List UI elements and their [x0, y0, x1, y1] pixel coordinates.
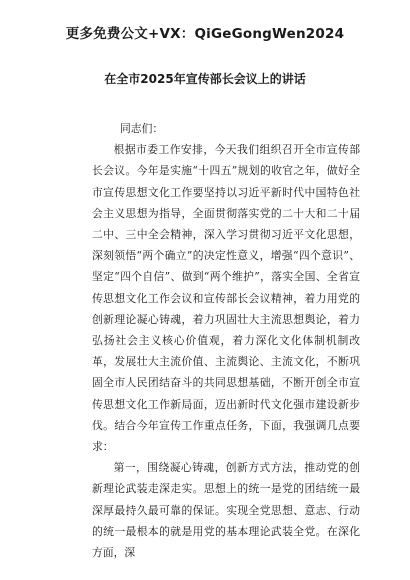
- paragraph-first-point: 第一，围绕凝心铸魂，创新方式方法，推动党的创新理论武装走深走实。思想上的统一是党的团结统一最深厚最持久最可靠的保证。实现全党思想、意志、行动的统一最根本的就是用党的基本理论武装全党。在深化方面，深: [92, 461, 360, 560]
- salutation: 同志们：: [120, 122, 164, 135]
- document-title: 在全市2025年宣传部长会议上的讲话: [104, 72, 306, 86]
- paragraph-intro: 根据市委工作安排，今天我们组织召开全市宣传部长会议。今年是实施“十四五”规划的收官之年，做好全市宣传思想文化工作要坚持以习近平新时代中国特色社会主义思想为指导，全面贯彻落实党的二十大和二十届二中、三中全会精神，深入学习贯彻习近平文化思想，深刻领悟“两个确立”的决定性意义，增强“四个意识”、坚定“四个自信”、做到“两个维护”，落实全国、全省宣传思想文化工作会议和宣传部长会议精神，着力用党的创新理论凝心铸魂，着力巩固壮大主流思想舆论，着力弘扬社会主义核心价值观，着力深化文化体制机制改革，发展壮大主流价值、主流舆论、主流文化，不断巩固全市人民团结奋斗的共同思想基础，不断开创全市宣传思想文化工作新局面，迈出新时代文化强市建设新步伐。结合今年宣传工作重点任务，下面，我强调几点要求：: [92, 143, 360, 454]
- promo-header: 更多免费公文+VX：QiGeGongWen2024: [65, 26, 345, 42]
- document-body: [92, 118, 360, 563]
